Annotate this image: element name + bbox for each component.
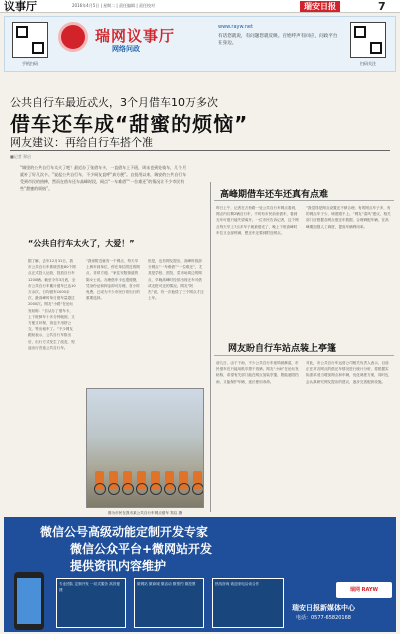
ad-box-3-text: 热线咨询 欢迎来电洽谈合作 [215, 582, 260, 586]
banner-logo-text: 瑞网议事厅 [95, 27, 176, 45]
ad-brand: 瑞安日报新媒体中心 [292, 604, 355, 612]
article-headline: 借车还车成“甜蜜的烦恼” [10, 112, 249, 136]
qr-left-caption: 手机扫码 [22, 61, 38, 66]
ad-box-1-text: 专业团队 定制开发 一站式服务 高效便捷 [59, 582, 120, 592]
side-heading-2: 网友盼自行车站点装上亭篷 [228, 344, 337, 354]
qr-code-right-icon [350, 22, 386, 58]
article-kicker: 公共自行车最近忒火，3个月借车10万多次 [10, 96, 218, 109]
qr-right-caption: 扫码关注 [360, 61, 376, 66]
ad-phone: 电话：0577-65820168 [296, 615, 351, 621]
bike-station-photo [86, 388, 204, 508]
banner-subtitle: 网络问政 [112, 45, 140, 53]
page-number: 7 [378, 0, 386, 13]
issue-info: 2016年4月5日 | 星期二 | 责任编辑 | 责任校对 [72, 3, 155, 8]
qr-code-left-icon [12, 22, 48, 58]
side-divider-2 [214, 355, 394, 356]
banner-url: www.rayw.net [218, 24, 253, 30]
side-column-4: 对此，市公共自行车运营公司相关负责人表示，目前正在对各网点的借还车情况进行统计分析，将根据实际需求适当增加网点和车辆，优化调度方案，同时也会认真研究网友提出的建议，逐步完善配套设施。 [306, 361, 389, 384]
banner-slogan: 有话您就说，有问题您就反映。百姓呼声有回应，问政平台在身边。 [218, 34, 338, 46]
body-column-1: 据了解，去年12月31日，我市公共自行车系统首批80个网点正式投入运营，投放自行车1200辆。截至今年3月底，全市公共自行车累计借车已达10万余次，日均借车1000余次，最高峰时单日借车量超过2000次。网友“小路”在论坛发帖称：“自从办了借车卡，上下班骑车十多分钟就到，又方便又环保，再也不用挤公交、等出租车了。”不少网友跟帖表示，公共自行车推出后，出行方式发生了改变，短途出行首选公共自行车。 [28, 259, 76, 350]
ad-line-1: 微信公号高级动能定制开发专家 [40, 525, 209, 539]
headline-divider [10, 150, 390, 151]
ad-line-3: 提供资讯内容维护 [70, 559, 167, 573]
side-column-2: “我觉得是网点设置还不够合理，有的网点车子多，有的网点车子少，调度跟不上。”网友“清风”建议，相关部门应根据各网点借还车数据，合理调配车辆，在高峰期加强人工调度，提高车辆利用率。 [306, 206, 391, 229]
newspaper-name: 瑞安日报 [300, 1, 340, 12]
ad-logo: 瑞网 RAYW [336, 582, 392, 598]
quote-heading: “公共自行车太火了，大爱！” [28, 239, 135, 248]
masthead [0, 0, 400, 13]
photo-caption: 图为市民在我市某公共自行车网点借车 郑启 摄 [107, 511, 183, 515]
section-title: 议事厅 [4, 0, 37, 13]
byline: ■记者 郑启 [10, 154, 32, 159]
article-subhead: 网友建议：再给自行车搭个准 [10, 136, 153, 149]
side-column-1: 昨日上午，记者在万松路一处公共自行车网点看到，网点内仅剩2辆自行车，不时有市民前来借车，看到无车可借只能失望离开。一位市民告诉记者，这个网点每天早上7点多车子就被借光了，晚上下班高峰时车位又全部停满，想还车还要到附近网点。 [216, 206, 299, 235]
phone-screen [17, 578, 41, 624]
ad-line-2: 微信公众平台+微网站开发 [70, 542, 213, 556]
lead-paragraph: “城里的公共自行车太火了吧！最近办了张借车卡，一直借车上下班，周末也到处骑车，几个月就补了好几次卡。”说起公共自行车，不少网友直呼“真方便”。自投用以来，瑞安的公共自行车受到市民的热捧，然而在借车还车高峰时段，网点“一车难借”“一位难还”的情况让不少市民有些“甜蜜的烦恼”。 [20, 165, 187, 191]
column-divider [210, 182, 211, 512]
ad-box-2-text: 微网站 微商城 微活动 微预约 微投票 [137, 582, 196, 586]
side-column-3: 前几日，由于下雨，不少公共自行车座椅被淋湿，市民借车后只能用纸巾擦干再骑。网友“小雨”在论坛发帖称，希望有关部门能在网点加装亭篷，既能遮阳挡雨，又能保护车辆，延长使用寿命。 [216, 361, 299, 384]
body-column-2: “我家附近就有一个网点，每天早上骑车到单位，停在单位附近的网点，非常方便。”家住安阳街道的陈女士说。办理借车卡也很便捷，凭身份证和押金即可办理，首小时免费，已成为不少市民日常出行的重要选择。 [86, 259, 140, 301]
side-heading-1: 高峰期借车还车还真有点难 [220, 190, 329, 200]
logo-mark-icon [58, 22, 88, 52]
body-column-3: 但是，也有网友提出，高峰时段部分网点“一车难借”“一位难还”，尤其是学校、医院、菜市场周边的网点，早晚高峰时经常出现无车可借或无桩可还的情况。网友“阿杰”说，有一次他绕了三个网点才还上车。 [148, 259, 204, 301]
side-divider-1 [214, 200, 394, 201]
